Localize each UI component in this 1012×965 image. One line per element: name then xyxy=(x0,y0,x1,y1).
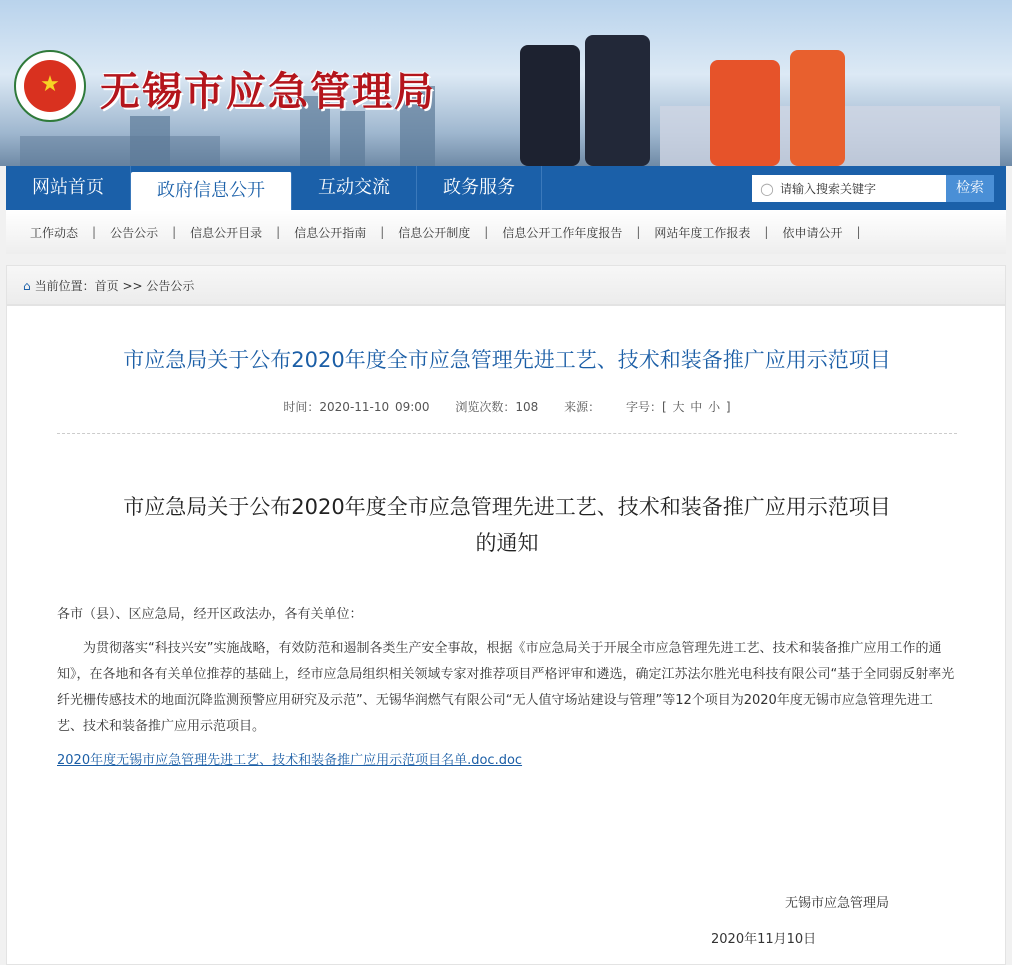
signature: 无锡市应急管理局 xyxy=(785,896,890,911)
source: 来源： xyxy=(564,400,601,414)
subnav-item[interactable]: 依申请公开 xyxy=(782,225,843,240)
nav-gov-info[interactable]: 政府信息公开 xyxy=(131,172,292,210)
subnav-item[interactable]: 信息公开指南 xyxy=(294,225,367,240)
firefighter-figure xyxy=(790,50,845,166)
emblem-logo: ★ xyxy=(14,50,86,122)
search-icon: ○ xyxy=(760,179,774,198)
officer-figure xyxy=(520,45,580,166)
subnav-item[interactable]: 信息公开目录 xyxy=(190,225,263,240)
sign-date: 2020年11月10日 xyxy=(711,932,817,947)
article-title: 市应急局关于公布2020年度全市应急管理先进工艺、技术和装备推广应用示范项目 xyxy=(123,348,891,372)
site-name: 无锡市应急管理局 xyxy=(100,69,436,115)
main-nav xyxy=(6,166,1006,210)
sub-nav: 工作动态 | 公告公示 | 信息公开目录 | 信息公开指南 | 信息公开制度 | 信息公开工作年度报告 | 网站年度工作报表 | 依申请公开 | xyxy=(6,210,1006,254)
paragraph: 为贯彻落实“科技兴安”实施战略，有效防范和遏制各类生产安全事故，根据《市应急局关于开展全市应急管理先进工艺、技术和装备推广应用工作的通知》，在各地和各有关单位推荐的基础上，经市应急局组织相关领域专家对推荐项目严格评审和遴选，确定江苏法尔胜光电科技有限公司“基于全同弱反射率光纤光栅传感技术的地面沉降监测预警应用研究及示范”、无锡华润燃气有限公司“无人值守场站建设与管理”等12个项目为2020年度无锡市应急管理先进工艺、技术和装备推广应用示范项目。 xyxy=(57,641,955,734)
breadcrumb: ⌂ 当前位置：首页 >> 公告公示 xyxy=(6,265,1006,305)
subnav-item[interactable]: 网站年度工作报表 xyxy=(654,225,751,240)
subnav-item[interactable]: 公告公示 xyxy=(110,225,159,240)
breadcrumb-home[interactable]: 首页 xyxy=(94,279,119,293)
view-count: 浏览次数：108 xyxy=(455,400,539,414)
article-panel xyxy=(6,305,1006,965)
search-button[interactable]: 检索 xyxy=(946,175,994,202)
search-input[interactable]: ○ 请输入搜索关键字 xyxy=(752,175,946,202)
article-body xyxy=(57,602,957,782)
header-banner xyxy=(0,0,1012,166)
publish-time: 时间：2020-11-10 09:00 xyxy=(283,400,430,414)
firefighter-figure xyxy=(710,60,780,166)
nav-home[interactable]: 网站首页 xyxy=(6,166,131,210)
attachment-link[interactable]: 2020年度无锡市应急管理先进工艺、技术和装备推广应用示范项目名单.doc.doc xyxy=(57,753,523,768)
search-bar xyxy=(752,175,994,202)
nav-interaction[interactable]: 互动交流 xyxy=(292,166,417,210)
home-icon: ⌂ xyxy=(23,279,31,293)
salutation: 各市（县）、区应急局，经开区政法办，各有关单位： xyxy=(57,607,363,622)
officer-figure xyxy=(585,35,650,166)
subnav-item[interactable]: 信息公开制度 xyxy=(398,225,471,240)
subnav-item[interactable]: 工作动态 xyxy=(30,225,79,240)
nav-services[interactable]: 政务服务 xyxy=(417,166,542,210)
font-size-control[interactable]: 字号：[ 大 中 小 ] xyxy=(625,400,731,414)
article-heading: 市应急局关于公布2020年度全市应急管理先进工艺、技术和装备推广应用示范项目 的通知 xyxy=(123,495,891,555)
subnav-item[interactable]: 信息公开工作年度报告 xyxy=(502,225,623,240)
divider xyxy=(57,433,957,434)
article-meta xyxy=(7,398,1007,415)
breadcrumb-current[interactable]: 公告公示 xyxy=(146,279,195,293)
